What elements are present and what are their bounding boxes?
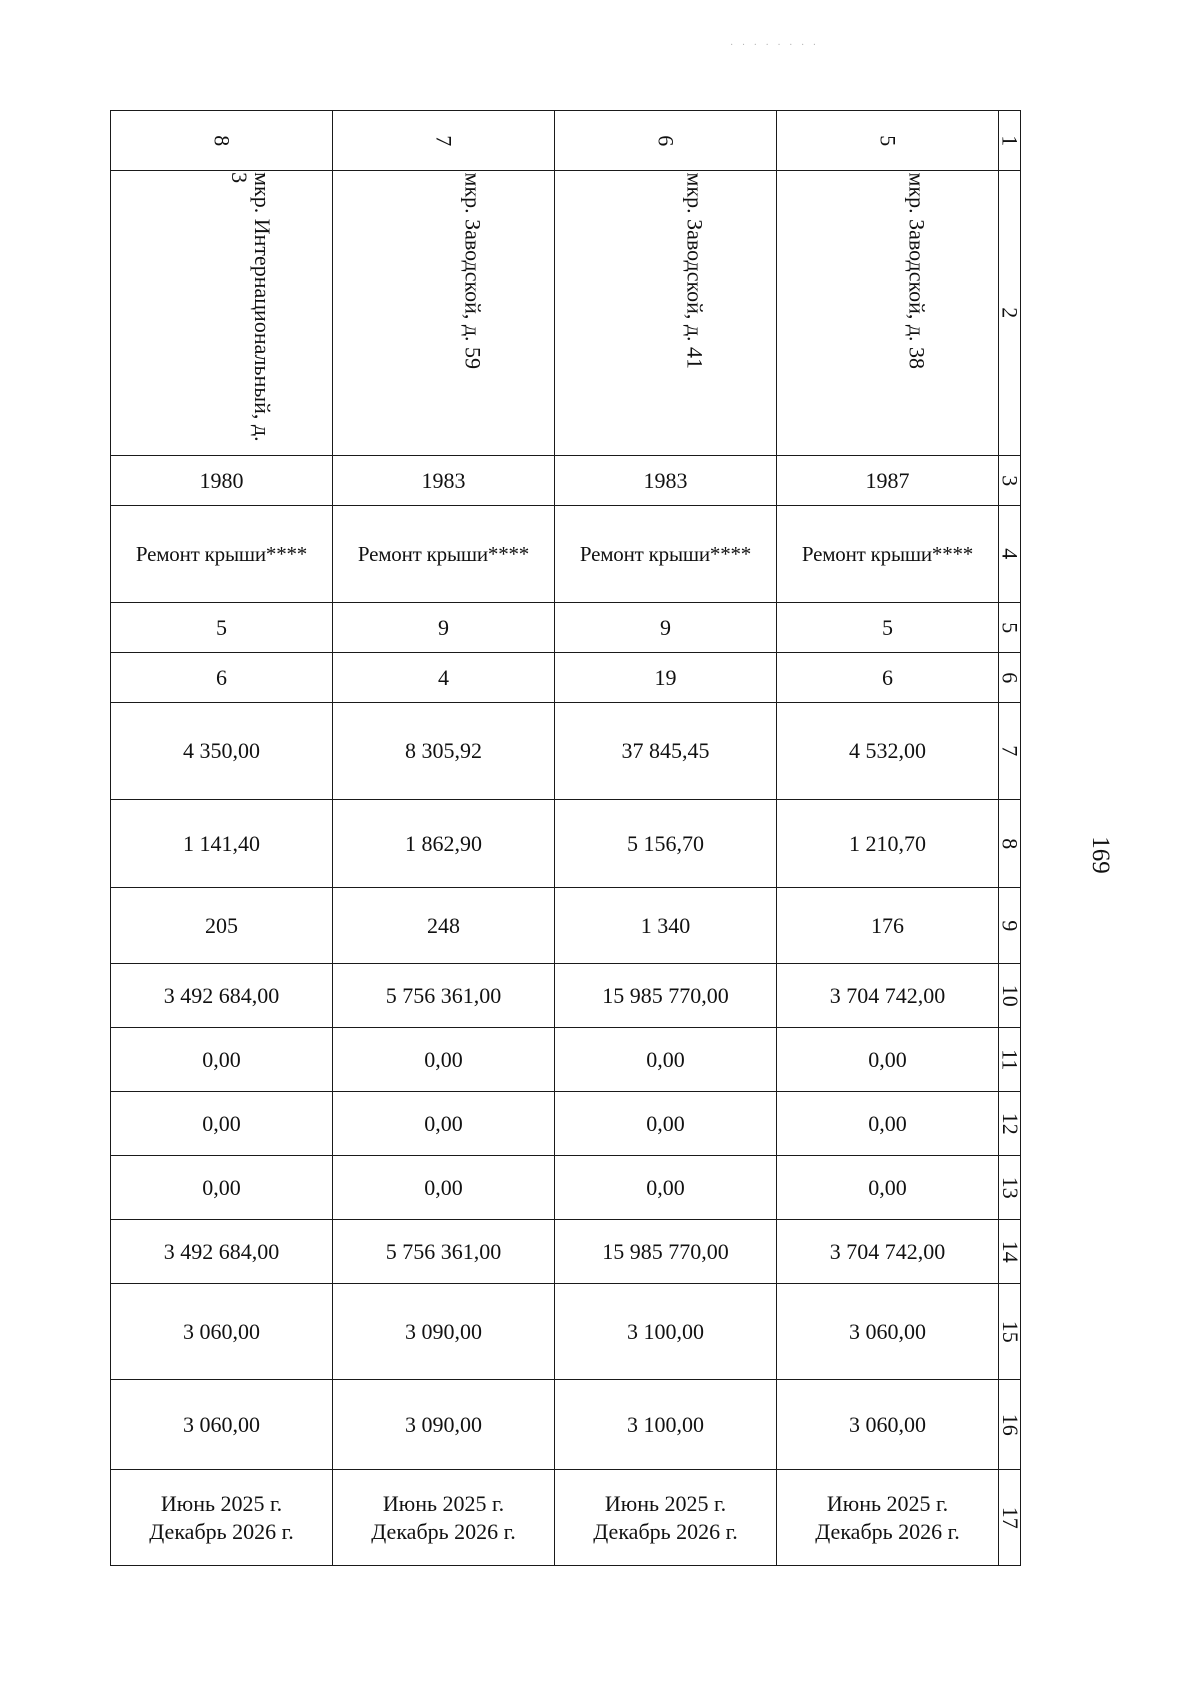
- table-cell: 3 704 742,00: [777, 964, 999, 1028]
- column-index: 5: [999, 603, 1021, 653]
- table-cell: 3 100,00: [555, 1284, 777, 1380]
- table-cell: 1 862,90: [333, 800, 555, 888]
- period-start: Июнь 2025 г.: [826, 1491, 949, 1516]
- table-cell: 0,00: [333, 1156, 555, 1220]
- table-cell-work: Ремонт крыши****: [333, 506, 555, 603]
- table-cell-address: мкр. Заводской, д. 59: [333, 171, 555, 456]
- table-cell-address: мкр. Заводской, д. 41: [555, 171, 777, 456]
- column-index: 7: [999, 703, 1021, 800]
- table-cell: 5: [111, 603, 333, 653]
- column-index: 6: [999, 653, 1021, 703]
- table-cell-address: мкр. Заводской, д. 38: [777, 171, 999, 456]
- field-row-2: [111, 171, 1021, 456]
- table-cell: 4 350,00: [111, 703, 333, 800]
- column-index: 17: [999, 1470, 1021, 1566]
- column-index: 15: [999, 1284, 1021, 1380]
- table-cell: 0,00: [111, 1156, 333, 1220]
- field-row-14: [111, 1220, 1021, 1284]
- field-row-6: [111, 653, 1021, 703]
- page-number: 169: [1087, 836, 1114, 874]
- table-cell: 5 756 361,00: [333, 1220, 555, 1284]
- table-cell-period: [777, 1470, 999, 1566]
- table-cell: 19: [555, 653, 777, 703]
- field-row-16: [111, 1380, 1021, 1470]
- table-cell: 5: [777, 603, 999, 653]
- table-cell: 0,00: [333, 1028, 555, 1092]
- field-row-1: [111, 111, 1021, 171]
- field-row-3: [111, 456, 1021, 506]
- table-cell: 3 060,00: [111, 1284, 333, 1380]
- column-index: 11: [999, 1028, 1021, 1092]
- column-index: 9: [999, 888, 1021, 964]
- table-cell: 0,00: [777, 1092, 999, 1156]
- table-cell: 1 141,40: [111, 800, 333, 888]
- table-cell-period: [555, 1470, 777, 1566]
- table-cell: 0,00: [555, 1092, 777, 1156]
- scan-artifact: · · · · · · · ·: [730, 40, 820, 51]
- period-end: Декабрь 2026 г.: [593, 1518, 738, 1544]
- table-cell: 15 985 770,00: [555, 1220, 777, 1284]
- table-cell: 4 532,00: [777, 703, 999, 800]
- field-row-5: [111, 603, 1021, 653]
- table-cell: 3 090,00: [333, 1380, 555, 1470]
- field-row-9: [111, 888, 1021, 964]
- column-index: 8: [999, 800, 1021, 888]
- table-cell: 0,00: [777, 1028, 999, 1092]
- table-cell-year: 1980: [111, 456, 333, 506]
- period-start: Июнь 2025 г.: [160, 1491, 283, 1516]
- table-cell: 0,00: [333, 1092, 555, 1156]
- table-cell-work: Ремонт крыши****: [111, 506, 333, 603]
- table-cell: 3 704 742,00: [777, 1220, 999, 1284]
- period-start: Июнь 2025 г.: [604, 1491, 727, 1516]
- table-cell-work: Ремонт крыши****: [555, 506, 777, 603]
- table-cell-year: 1983: [333, 456, 555, 506]
- table-cell: 5 756 361,00: [333, 964, 555, 1028]
- period-end: Декабрь 2026 г.: [149, 1518, 294, 1544]
- table-cell: 248: [333, 888, 555, 964]
- column-index: 2: [999, 171, 1021, 456]
- column-index: 4: [999, 506, 1021, 603]
- table-cell: 1 210,70: [777, 800, 999, 888]
- table-cell-period: [333, 1470, 555, 1566]
- table-cell: 3 492 684,00: [111, 964, 333, 1028]
- field-row-12: [111, 1092, 1021, 1156]
- table-cell: 3 060,00: [111, 1380, 333, 1470]
- table-cell-num: 6: [555, 111, 777, 171]
- table-cell-work: Ремонт крыши****: [777, 506, 999, 603]
- column-index: 1: [999, 111, 1021, 171]
- table-cell: 0,00: [555, 1028, 777, 1092]
- field-row-13: [111, 1156, 1021, 1220]
- table-cell: 15 985 770,00: [555, 964, 777, 1028]
- table-cell: 9: [555, 603, 777, 653]
- table-cell-year: 1987: [777, 456, 999, 506]
- table-cell: 3 100,00: [555, 1380, 777, 1470]
- table-cell-address: мкр. Интернациональный, д. 3: [111, 171, 333, 456]
- table-cell: 1 340: [555, 888, 777, 964]
- column-index: 12: [999, 1092, 1021, 1156]
- period-end: Декабрь 2026 г.: [371, 1518, 516, 1544]
- table-cell: 0,00: [111, 1028, 333, 1092]
- field-row-17: [111, 1470, 1021, 1566]
- table-cell: 37 845,45: [555, 703, 777, 800]
- field-row-10: [111, 964, 1021, 1028]
- table-cell: 5 156,70: [555, 800, 777, 888]
- column-index: 3: [999, 456, 1021, 506]
- column-index: 10: [999, 964, 1021, 1028]
- period-start: Июнь 2025 г.: [382, 1491, 505, 1516]
- table-cell-num: 7: [333, 111, 555, 171]
- table-cell: 205: [111, 888, 333, 964]
- table-cell: 0,00: [555, 1156, 777, 1220]
- field-row-4: [111, 506, 1021, 603]
- table-cell-year: 1983: [555, 456, 777, 506]
- table-cell: 4: [333, 653, 555, 703]
- table-cell: 6: [777, 653, 999, 703]
- table-cell: 3 090,00: [333, 1284, 555, 1380]
- table-cell: 0,00: [777, 1156, 999, 1220]
- table-cell: 9: [333, 603, 555, 653]
- table-cell-num: 8: [111, 111, 333, 171]
- table-cell: 8 305,92: [333, 703, 555, 800]
- table-cell: 6: [111, 653, 333, 703]
- field-row-11: [111, 1028, 1021, 1092]
- table-cell-num: 5: [777, 111, 999, 171]
- table-cell-period: [111, 1470, 333, 1566]
- column-index: 14: [999, 1220, 1021, 1284]
- table-cell: 3 492 684,00: [111, 1220, 333, 1284]
- period-end: Декабрь 2026 г.: [815, 1518, 960, 1544]
- field-row-7: [111, 703, 1021, 800]
- column-index: 16: [999, 1380, 1021, 1470]
- repair-schedule-table: [110, 110, 1021, 1566]
- field-row-8: [111, 800, 1021, 888]
- field-row-15: [111, 1284, 1021, 1380]
- column-index: 13: [999, 1156, 1021, 1220]
- table-cell: 0,00: [111, 1092, 333, 1156]
- table-cell: 3 060,00: [777, 1380, 999, 1470]
- table-cell: 176: [777, 888, 999, 964]
- table-cell: 3 060,00: [777, 1284, 999, 1380]
